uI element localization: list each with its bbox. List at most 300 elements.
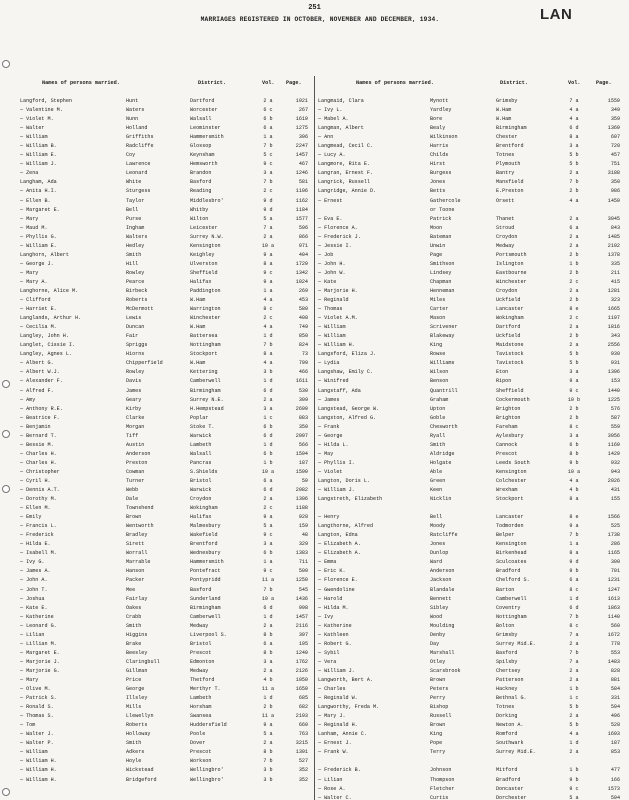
entry-name: Langthorne, Alfred — [318, 523, 374, 530]
entry-spouse: Day — [430, 640, 440, 647]
entry-name: Langridge, Annie D. — [318, 188, 377, 195]
entry-spouse: Hoyle — [126, 758, 142, 765]
entry-page: 1249 — [295, 649, 308, 656]
register-entry — [20, 106, 310, 115]
entry-district: Maidstone — [496, 342, 524, 349]
entry-page: 1729 — [295, 260, 308, 267]
entry-volume: 2 c — [569, 315, 579, 322]
register-entry — [318, 531, 624, 540]
entry-page: 711 — [298, 559, 308, 566]
entry-page: 323 — [610, 297, 620, 304]
entry-name: — Beatrice F. — [20, 414, 60, 421]
entry-volume: 4 a — [263, 297, 273, 304]
entry-volume: 6 a — [263, 125, 273, 132]
entry-district: Wednesbury — [190, 550, 221, 557]
entry-volume: 6 a — [263, 477, 273, 484]
entry-volume: 4 b — [263, 677, 273, 683]
entry-district: Uckfield — [496, 297, 521, 304]
entry-district: Basford — [190, 179, 212, 186]
entry-name: Langmaid, Clara — [318, 98, 364, 104]
entry-district: Camberwell — [496, 595, 527, 602]
entry-district: Tavistock — [496, 351, 524, 358]
entry-spouse: Hedley — [126, 242, 145, 249]
entry-page: 467 — [298, 161, 308, 168]
entry-spouse: Patrick — [430, 215, 452, 222]
entry-volume: 4 a — [569, 197, 579, 204]
page-header: Page. — [596, 80, 612, 86]
register-entry — [318, 206, 624, 215]
entry-spouse: Brown — [126, 514, 142, 521]
entry-volume: 8 e — [569, 514, 579, 521]
entry-page: 2247 — [295, 143, 308, 150]
entry-district: Lambeth — [190, 695, 212, 702]
entry-district: Hammersmith — [190, 134, 224, 141]
entry-district: Warwick — [190, 432, 212, 439]
entry-name: — Valentine M. — [20, 107, 63, 114]
entry-volume: 1 d — [569, 740, 579, 747]
entry-name: — Tom — [20, 722, 36, 729]
register-entry — [20, 658, 310, 667]
entry-volume: 9 a — [569, 523, 579, 530]
entry-district: Malmesbury — [190, 523, 221, 530]
entry-district: Halifax — [190, 278, 212, 285]
register-entry — [20, 278, 310, 287]
register-entry — [20, 558, 310, 567]
entry-volume: 2 a — [263, 496, 273, 503]
entry-page: 1863 — [607, 604, 620, 611]
entry-volume: 8 b — [263, 749, 273, 756]
entry-name: — Winifred — [318, 378, 349, 385]
entry-page: 799 — [298, 360, 308, 367]
entry-spouse: Hill — [126, 260, 139, 267]
entry-spouse: Benson — [430, 378, 449, 385]
register-entry — [318, 604, 624, 613]
entry-spouse: Brown — [430, 722, 446, 729]
entry-page: 1485 — [607, 233, 620, 240]
entry-page: 1169 — [607, 441, 620, 448]
entry-spouse: Morgan — [126, 423, 145, 430]
entry-spouse: Pope — [430, 740, 443, 747]
entry-volume: 8 a — [263, 260, 273, 267]
entry-page: 1383 — [295, 550, 308, 557]
register-entry — [20, 513, 310, 522]
entry-name: — Thomas S. — [20, 713, 54, 720]
entry-page: 59 — [301, 477, 308, 484]
entry-volume: 2 a — [263, 740, 273, 747]
entry-spouse: Ryall — [430, 432, 446, 439]
entry-volume: 4 a — [569, 731, 579, 738]
entry-district: Surrey Mid.E. — [496, 749, 536, 756]
entry-volume: 10 a — [261, 595, 275, 602]
entry-district: Bethnal G. — [496, 695, 527, 702]
entry-spouse: Childs — [430, 152, 449, 159]
entry-district: Wrexham — [496, 487, 518, 494]
entry-volume: 7 b — [569, 179, 579, 186]
entry-name: Langmead, Cecil C. — [318, 143, 374, 150]
entry-page: 986 — [610, 188, 620, 195]
entry-spouse: Hiorns — [126, 351, 145, 358]
district-header: District. — [500, 80, 529, 86]
register-entry — [20, 576, 310, 585]
entry-volume: 2 a — [263, 667, 273, 674]
entry-spouse: Bridgeford — [126, 776, 157, 783]
entry-name: — William J. — [20, 161, 57, 168]
register-entry — [20, 233, 310, 242]
register-entry — [20, 206, 310, 215]
entry-spouse: Clarke — [126, 414, 145, 421]
entry-volume: 9 c — [263, 532, 273, 539]
entry-volume: 6 d — [263, 387, 273, 394]
register-entry — [318, 613, 624, 622]
entry-page: 1342 — [295, 269, 308, 276]
register-entry — [20, 133, 310, 142]
entry-spouse: Curtis — [430, 794, 449, 800]
entry-volume: 8 c — [569, 622, 579, 629]
entry-spouse: Leonard — [126, 170, 148, 177]
entry-volume: 2 a — [263, 622, 273, 629]
entry-spouse: Bore — [430, 116, 443, 123]
entry-page: 881 — [610, 677, 620, 683]
register-entry — [20, 97, 310, 106]
entry-spouse: Wilson — [430, 369, 449, 376]
entry-volume: 3 a — [263, 541, 273, 548]
entry-spouse: Ingham — [126, 224, 145, 231]
entry-page: 853 — [610, 749, 620, 756]
entry-spouse: Wentworth — [126, 523, 154, 530]
entry-page: 1396 — [607, 369, 620, 376]
entry-name: — Violet M. — [20, 116, 54, 123]
entry-volume: 7 b — [569, 649, 579, 656]
entry-volume: 5 b — [569, 704, 579, 711]
entry-page: 720 — [610, 143, 620, 150]
entry-volume: 1 d — [263, 695, 273, 702]
entry-volume: 4 b — [569, 487, 579, 494]
entry-page: 350 — [610, 179, 620, 186]
entry-page: 1429 — [607, 450, 620, 457]
entry-name: — Maud M. — [20, 224, 48, 231]
entry-page: 527 — [298, 758, 308, 765]
register-entry — [318, 595, 624, 604]
entry-name: — Thomas — [318, 306, 343, 313]
register-entry — [318, 414, 624, 423]
entry-spouse: Wickstead — [126, 767, 154, 774]
register-entry — [20, 242, 310, 251]
entry-spouse: Brown — [430, 677, 446, 683]
entry-volume: 2 a — [569, 713, 579, 720]
entry-name: — Lillian M. — [20, 640, 57, 647]
entry-name: — Francis L. — [20, 523, 57, 530]
entry-spouse: Wilkinson — [430, 134, 458, 141]
entry-spouse: Moulding — [430, 622, 455, 629]
entry-name: — Frederick B. — [318, 767, 361, 774]
entry-page: 545 — [298, 586, 308, 593]
entry-name: — Henry — [318, 514, 340, 521]
entry-volume: 2 a — [569, 749, 579, 756]
register-entry — [318, 522, 624, 531]
entry-district: Camberwell — [190, 613, 221, 620]
entry-volume: 2 a — [569, 640, 579, 647]
register-entry — [318, 405, 624, 414]
register-entry — [318, 640, 624, 649]
entry-district: Edmonton — [190, 658, 215, 665]
entry-district: Nottingham — [190, 342, 221, 349]
entry-page: 350 — [298, 423, 308, 430]
entry-spouse: Jackson — [430, 577, 452, 584]
entry-district: Newton A. — [496, 722, 524, 729]
register-entry — [20, 405, 310, 414]
entry-volume: 7 b — [569, 532, 579, 539]
entry-spouse: Unwin — [430, 242, 446, 249]
entry-spouse: Higgins — [126, 631, 148, 638]
entry-volume: 6 b — [263, 116, 273, 123]
entry-name: — James A. — [20, 568, 51, 575]
entry-volume: 2 b — [569, 414, 579, 421]
entry-name: — William — [20, 134, 48, 141]
entry-district: Wilton — [190, 215, 209, 222]
entry-page: 187 — [610, 740, 620, 747]
entry-name: — Reginald — [318, 297, 349, 304]
entry-page: 1457 — [295, 613, 308, 620]
entry-volume: 11 a — [261, 577, 275, 584]
register-entry — [318, 278, 624, 287]
entry-district: Lancaster — [496, 306, 524, 313]
entry-spouse: Bealy — [430, 125, 446, 132]
entry-name: — Charles — [318, 686, 346, 693]
entry-district: Spilsby — [496, 658, 518, 665]
register-entry — [20, 260, 310, 269]
register-entry — [20, 432, 310, 441]
register-entry — [20, 613, 310, 622]
entry-district: Bolton — [496, 622, 515, 629]
entry-name: — Elizabeth A. — [318, 541, 361, 548]
entry-page: 159 — [298, 523, 308, 530]
entry-district: Thanet — [496, 215, 515, 222]
entry-spouse: Duncan — [126, 324, 145, 331]
register-entry — [20, 396, 310, 405]
entry-page: 343 — [610, 333, 620, 340]
entry-district: Merthyr T. — [190, 686, 221, 693]
entry-name: — John H. — [318, 260, 346, 267]
entry-spouse: Blandale — [430, 586, 455, 593]
entry-name: — William J. — [318, 667, 355, 674]
entry-name: — Ivy G. — [20, 559, 45, 566]
entry-page: 2556 — [607, 342, 620, 349]
entry-volume: 5 b — [569, 152, 579, 159]
entry-page: 211 — [610, 269, 620, 276]
entry-spouse: Thompson — [430, 776, 455, 783]
register-entry — [318, 748, 624, 757]
entry-spouse: Able — [430, 468, 443, 475]
entry-name: — William J. — [318, 487, 355, 494]
entry-district: Surrey N.W. — [190, 233, 224, 240]
entry-volume: 5 a — [263, 215, 273, 222]
entry-page: 1246 — [295, 170, 308, 177]
entry-name: — Ann — [318, 134, 334, 141]
entry-volume: 5 c — [263, 152, 273, 159]
vol-header: Vol. — [568, 80, 581, 86]
entry-spouse: Scarsbrook — [430, 667, 461, 674]
entry-district: Basford — [190, 586, 212, 593]
register-entry — [318, 251, 624, 260]
entry-district: Whitby — [190, 206, 209, 213]
entry-volume: 9 c — [263, 568, 273, 575]
register-entry — [20, 703, 310, 712]
entry-name: — Eric K. — [318, 568, 346, 575]
entry-spouse: Williams — [430, 360, 455, 367]
entry-page: 1594 — [295, 450, 308, 457]
entry-name: — Lilian — [318, 776, 343, 783]
register-entry — [318, 187, 624, 196]
entry-spouse: Peters — [430, 686, 449, 693]
entry-page: 932 — [610, 459, 620, 466]
entry-volume: 6 d — [263, 432, 273, 439]
register-entry — [20, 387, 310, 396]
entry-name: — Walter P. — [20, 740, 54, 747]
entry-district: Patterson — [496, 677, 524, 683]
entry-page: 1165 — [607, 550, 620, 557]
entry-spouse: Anderson — [126, 450, 151, 457]
register-entry — [318, 359, 624, 368]
entry-name: — Kate — [318, 278, 337, 285]
entry-spouse: Packer — [126, 577, 145, 584]
register-entry — [318, 776, 624, 785]
entry-name: — William — [318, 324, 346, 331]
register-entry — [318, 504, 624, 513]
entry-district: Stoke T. — [190, 423, 215, 430]
entry-volume: 5 b — [569, 161, 579, 168]
entry-district: Sheffield — [190, 269, 218, 276]
entry-name: — Ernest J. — [318, 740, 352, 747]
entry-spouse: Mynott — [430, 98, 449, 104]
entry-page: 2097 — [295, 432, 308, 439]
entry-volume: 1 d — [569, 595, 579, 602]
entry-district: Ripon — [496, 378, 512, 385]
entry-district: Lancaster — [496, 514, 524, 521]
entry-district: Birmingham — [496, 125, 527, 132]
entry-page: 3045 — [607, 215, 620, 222]
entry-page: 352 — [298, 776, 308, 783]
entry-volume: 11 a — [261, 686, 275, 693]
entry-page: 457 — [610, 152, 620, 159]
entry-district: Paddington — [190, 287, 221, 294]
entry-name: — Emma — [318, 559, 337, 566]
register-entry — [318, 622, 624, 631]
entry-page: 1391 — [295, 749, 308, 756]
entry-volume: 2 b — [569, 269, 579, 276]
entry-spouse: Dale — [126, 496, 139, 503]
entry-name: Langmore, Rita E. — [318, 161, 370, 168]
entry-district: Birmingham — [190, 387, 221, 394]
entry-district: Todmorden — [496, 523, 524, 530]
entry-district: Huddersfield — [190, 722, 227, 729]
entry-page: 352 — [298, 767, 308, 774]
entry-spouse: Taylor — [126, 197, 145, 204]
register-entry — [20, 441, 310, 450]
entry-page: 1275 — [295, 125, 308, 132]
entry-volume: 10 a — [567, 468, 581, 475]
entry-page: 1619 — [295, 116, 308, 123]
entry-volume: 2 c — [569, 278, 579, 285]
entry-page: 998 — [298, 604, 308, 611]
entry-spouse: Goble — [430, 414, 446, 421]
entry-district: Keynsham — [190, 152, 215, 159]
entry-volume: 8 c — [569, 423, 579, 430]
register-entry — [318, 649, 624, 658]
entry-district: W.Ham — [190, 324, 206, 331]
entry-volume: 2 b — [569, 297, 579, 304]
entry-spouse: Waters — [126, 107, 145, 114]
entry-name: — Hilda E. — [20, 541, 51, 548]
entry-name: — Eva E. — [318, 215, 343, 222]
entry-name: — Florence E. — [318, 577, 358, 584]
entry-page: 1613 — [607, 595, 620, 602]
entry-spouse: or Toone — [430, 206, 455, 213]
entry-district: Winchester — [496, 278, 527, 285]
entry-page: 349 — [610, 107, 620, 114]
entry-page: 359 — [610, 116, 620, 123]
entry-district: Bristol — [190, 477, 212, 484]
entry-name: — Alexander F. — [20, 378, 63, 385]
entry-name: — Ernest — [318, 197, 343, 204]
entry-spouse: Graham — [430, 396, 449, 403]
entry-name: Langstaff, Ada — [318, 387, 361, 394]
entry-page: 267 — [298, 107, 308, 114]
entry-district: Wokingham — [496, 315, 524, 322]
entry-district: Medway — [496, 242, 515, 249]
entry-page: 883 — [298, 414, 308, 421]
entry-name: — Mary A. — [20, 278, 48, 285]
entry-page: 415 — [610, 278, 620, 285]
entry-district: Coventry — [496, 604, 521, 611]
register-entry — [318, 667, 624, 676]
register-entry — [20, 622, 310, 631]
entry-page: 477 — [610, 767, 620, 774]
entry-spouse: Bateman — [430, 233, 452, 240]
entry-page: 73 — [301, 351, 308, 358]
entry-spouse: Rowley — [126, 269, 145, 276]
entry-name: Langrick, Russell — [318, 179, 370, 186]
entry-spouse: Turner — [126, 477, 145, 484]
entry-name: Langley, John H. — [20, 333, 69, 340]
register-entry — [20, 667, 310, 676]
register-entry — [318, 468, 624, 477]
register-entry — [20, 540, 310, 549]
register-entry — [318, 766, 624, 775]
entry-spouse: Ward — [430, 559, 443, 566]
entry-name: — William — [318, 333, 346, 340]
entry-district: Warwick — [190, 487, 212, 494]
entry-district: Sheffield — [496, 387, 524, 394]
entry-spouse: White — [126, 179, 142, 186]
entry-name: — William B. — [20, 143, 57, 150]
entry-volume: 7 a — [263, 224, 273, 231]
register-entry — [318, 549, 624, 558]
entry-name: — Hilda M. — [318, 604, 349, 611]
entry-spouse: Rowse — [430, 351, 446, 358]
entry-name: — Marjorie J. — [20, 658, 60, 665]
entry-page: 153 — [610, 378, 620, 385]
entry-page: 1816 — [607, 324, 620, 331]
entry-page: 286 — [610, 541, 620, 548]
entry-page: 2126 — [295, 667, 308, 674]
entry-name: — Harriet E. — [20, 306, 57, 313]
entry-district: Belper — [496, 532, 515, 539]
register-entry — [20, 757, 310, 766]
entry-name: — Mabel A. — [318, 116, 349, 123]
register-entry — [20, 215, 310, 224]
entry-volume: 8 e — [569, 306, 579, 313]
entry-district: Horsham — [190, 704, 212, 711]
